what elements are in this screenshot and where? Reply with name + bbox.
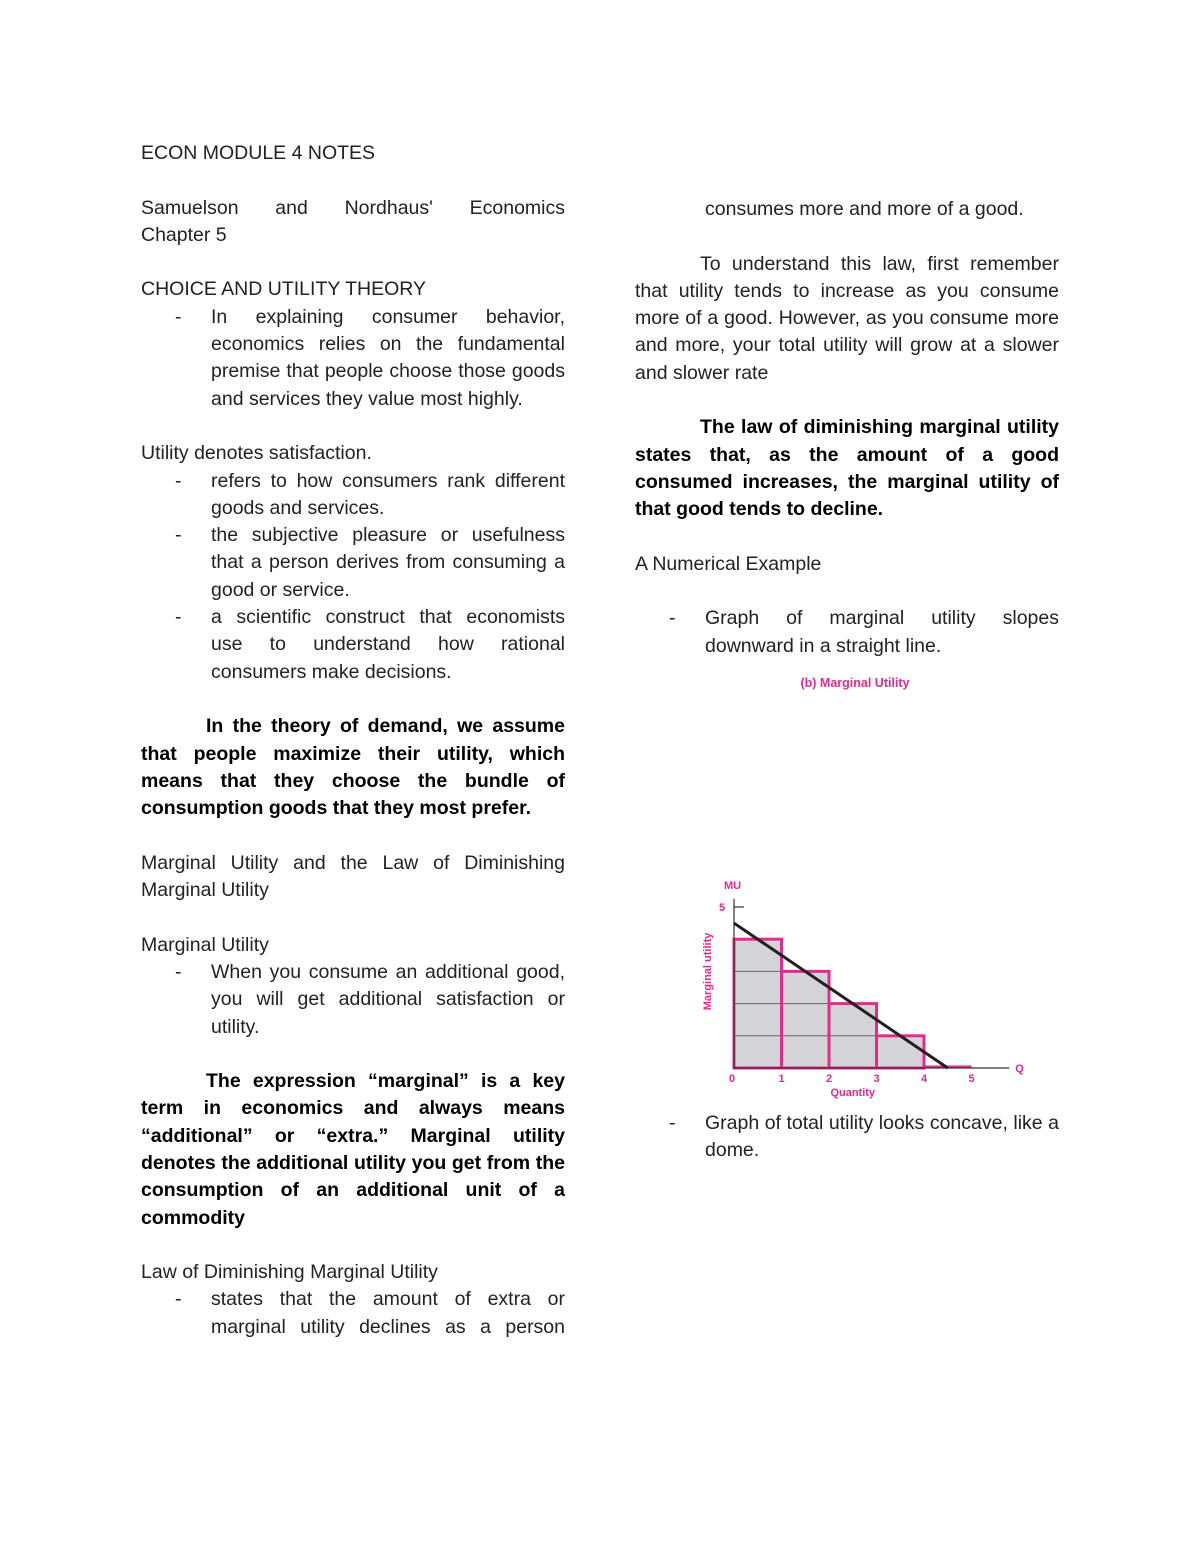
list-item <box>635 605 1059 660</box>
marginal-utility-chart-svg <box>690 676 1024 1106</box>
law-bullet-continuation: consumes more and more of a good. <box>705 198 1024 220</box>
understand-paragraph: To understand this law, first remember that utility tends to increase as you consume more of a good. However, as you consume more and more, your total utility will grow at a slower and slower rate <box>635 252 1059 384</box>
y-tick-label: 5 <box>718 902 726 914</box>
list-item <box>141 959 565 1041</box>
bullet-dash: - <box>175 305 182 328</box>
mu-bar <box>877 1036 925 1068</box>
left-column <box>141 140 565 1341</box>
demand-bold-paragraph: In the theory of demand, we assume that people maximize their utility, which means that they choose the bundle of consumption goods that they most prefer. <box>141 715 565 820</box>
list-item <box>635 1110 1059 1165</box>
bullet-dash: - <box>669 607 676 630</box>
law-heading: Law of Diminishing Marginal Utility <box>141 1261 438 1284</box>
utility-heading: Utility denotes satisfaction. <box>141 442 372 465</box>
graph-bullet-text: Graph of total utility looks concave, like a dome. <box>705 1112 1059 1162</box>
x-tick-label: 2 <box>825 1073 833 1085</box>
law-bullet-text: states that the amount of extra or marginal utility declines as a person <box>211 1288 565 1338</box>
bullet-dash: - <box>669 1112 676 1134</box>
numerical-heading: A Numerical Example <box>635 552 822 575</box>
x-tick-label: 0 <box>728 1073 736 1085</box>
bullet-dash: - <box>175 469 182 492</box>
marginal-utility-heading: Marginal Utility <box>141 933 269 956</box>
x-tick-label: 3 <box>873 1073 880 1085</box>
list-item <box>141 522 565 604</box>
x-axis-symbol: Q <box>1015 1063 1024 1075</box>
law-bold-paragraph: The law of diminishing marginal utility states that, as the amount of a good consumed increases, the marginal utility of that good tends to decline. <box>635 416 1059 521</box>
x-tick-label: 5 <box>968 1073 975 1085</box>
list-item <box>141 1286 565 1341</box>
graph-bullet-text: Graph of marginal utility slopes downward in a straight line. <box>705 607 1059 657</box>
utility-bullet-text: a scientific construct that economists use to understand how rational consumers make decisions. <box>211 606 565 683</box>
chart-title: (b) Marginal Utility <box>800 676 910 690</box>
x-tick-label: 1 <box>778 1073 785 1085</box>
list-item <box>141 604 565 686</box>
utility-bullet-text: the subjective pleasure or usefulness that a person derives from consuming a good or service. <box>211 524 565 601</box>
expression-bold-paragraph: The expression “marginal” is a key term in economics and always means “additional” or “extra.” Marginal utility denotes the additional utility you get from the consumption of an additional unit of a commodity <box>141 1070 565 1229</box>
y-axis-short-label: MU <box>724 879 742 892</box>
bullet-dash: - <box>175 524 182 547</box>
x-tick-label: 4 <box>920 1073 928 1085</box>
x-axis-label: Quantity <box>830 1087 876 1099</box>
list-item <box>141 468 565 523</box>
marginal-utility-chart <box>690 676 1024 1106</box>
y-axis-label: Marginal utility <box>702 932 714 1011</box>
utility-bullet-text: refers to how consumers rank different goods and services. <box>211 469 565 519</box>
choice-bullet-text: In explaining consumer behavior, economics relies on the fundamental premise that people choose those goods and services they value most highly. <box>211 305 565 410</box>
bullet-dash: - <box>175 1288 182 1311</box>
mu-bar <box>782 971 830 1068</box>
choice-heading: CHOICE AND UTILITY THEORY <box>141 278 426 301</box>
marginal-utility-bullet-text: When you consume an additional good, you will get additional satisfaction or utility. <box>211 960 565 1038</box>
source-line-2: Chapter 5 <box>141 223 227 246</box>
page-title: ECON MODULE 4 NOTES <box>141 142 376 164</box>
bullet-dash: - <box>175 606 182 629</box>
marginal-heading: Marginal Utility and the Law of Diminishing Marginal Utility <box>141 851 565 902</box>
list-item <box>141 304 565 413</box>
bullet-dash: - <box>175 960 182 983</box>
right-column <box>635 196 1059 660</box>
source-line-1: Samuelson and Nordhaus' Economics <box>141 196 565 219</box>
